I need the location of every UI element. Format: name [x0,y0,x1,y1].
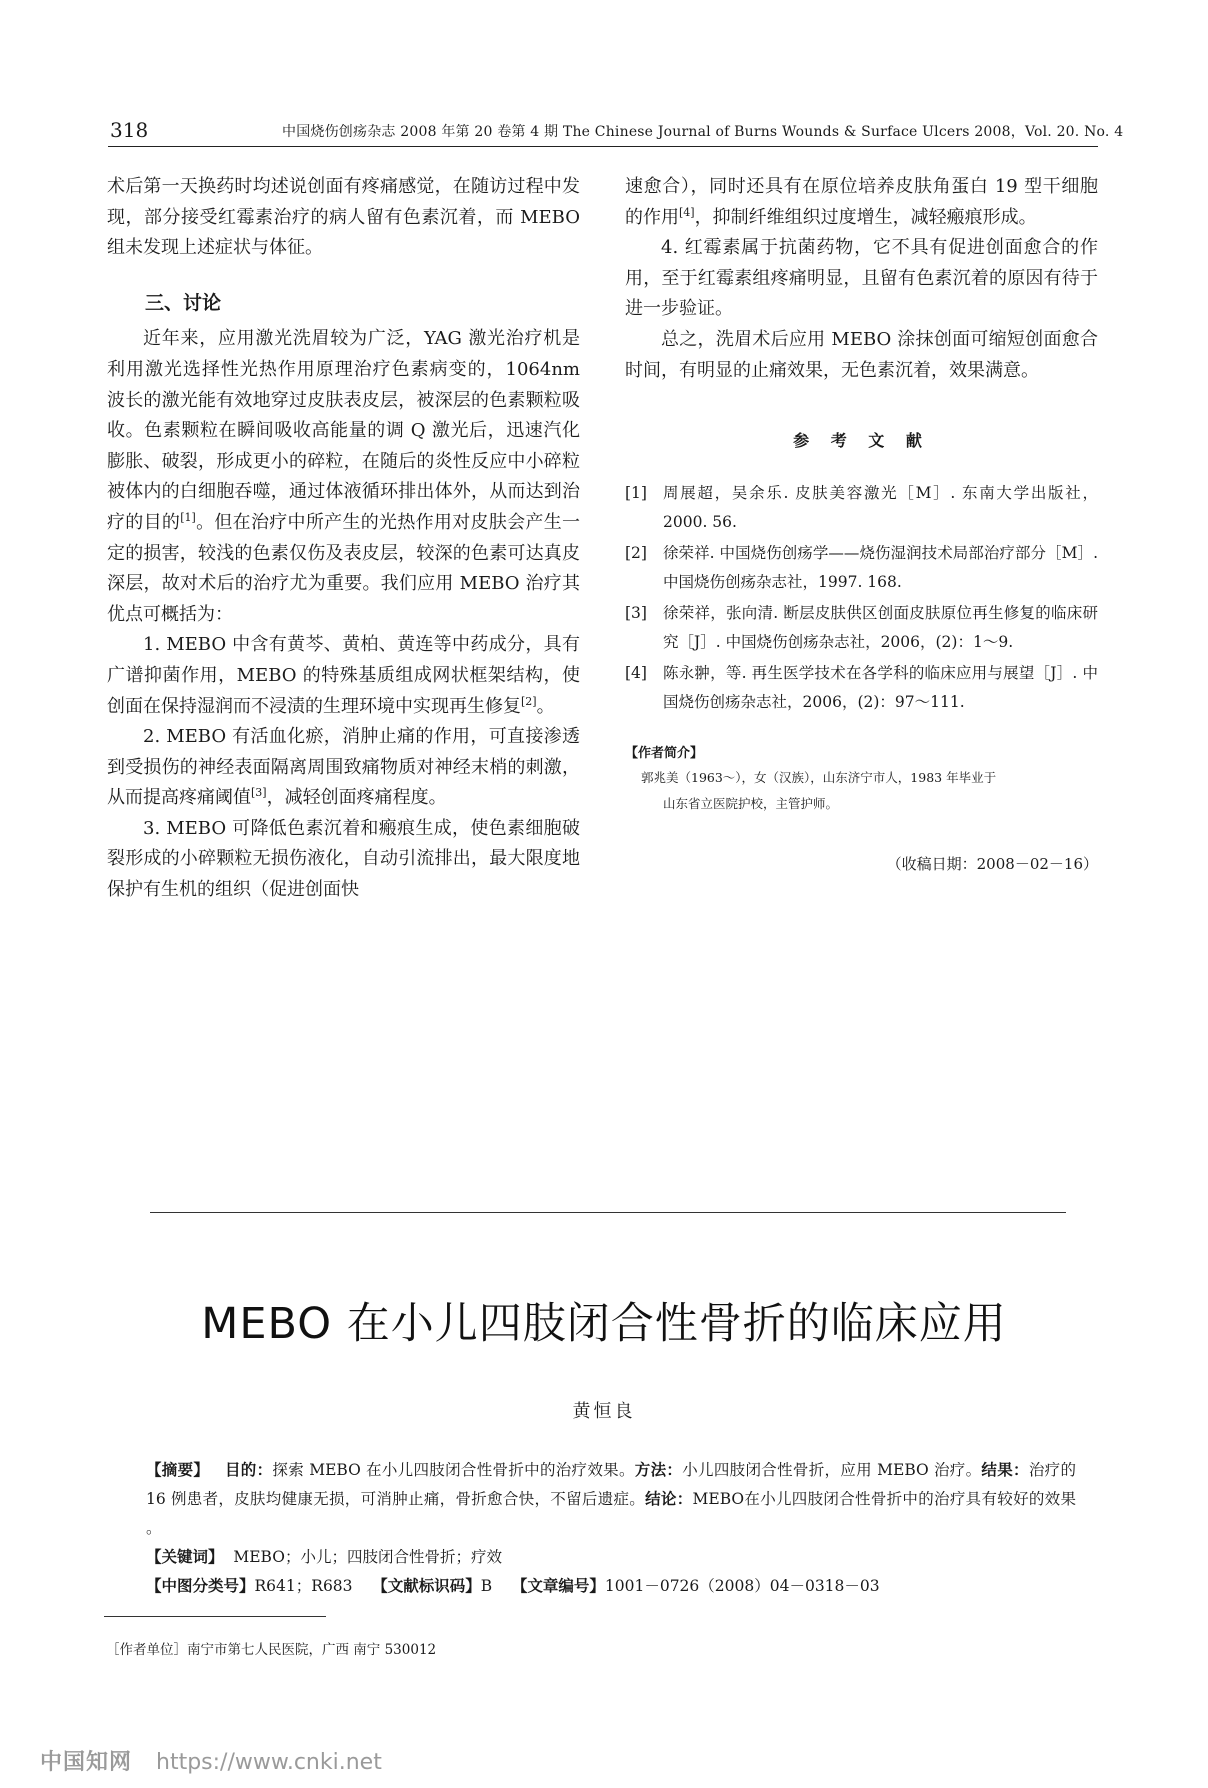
cnki-watermark [40,1745,382,1776]
right-paragraph-1b: ，抑制纤维组织过度增生，减轻瘢痕形成。 [694,206,1037,228]
clc-label: 【中图分类号】 [146,1577,255,1595]
left-paragraph-2 [107,324,580,630]
reference-item [625,539,1098,597]
reference-item [625,479,1098,537]
author-bio-label: 【作者简介】 [625,745,704,761]
result-text: 治疗的 16 例患者，皮肤均健康无损，可消肿止痛，骨折愈合快，不留后遗症。 [146,1461,1076,1508]
reference-item [625,599,1098,657]
left-paragraph-3b: 。 [536,695,555,717]
page-number: 318 [110,118,149,142]
article-separator [150,1212,1066,1213]
doc-code-label: 【文献标识码】 [372,1577,481,1595]
reference-item [625,659,1098,717]
conclusion-label: 结论： [645,1490,693,1508]
reference-number: [2] [625,543,647,562]
article-number-label: 【文章编号】 [511,1577,605,1595]
affiliation-text: 南宁市第七人民医院，广西 南宁 530012 [187,1642,437,1658]
reference-text: 周展超，吴余乐. 皮肤美容激光［M］. 东南大学出版社，2000. 56. [663,483,1098,531]
left-paragraph-3 [107,630,580,722]
citation-4: [4] [679,205,695,219]
left-paragraph-4b: ，减轻创面疼痛程度。 [266,787,447,809]
left-paragraph-5: 3. MEBO 可降低色素沉着和瘢痕生成，使色素细胞破裂形成的小碎颗粒无损伤液化，自动引流排出，最大限度地保护有生机的组织（促进创面快 [107,817,580,901]
footnote-rule [104,1616,326,1617]
citation-3: [3] [251,786,267,800]
author-bio-line-1: 郭兆美（1963～），女（汉族），山东济宁市人，1983 年毕业于 [641,769,997,785]
reference-number: [1] [625,483,647,502]
reference-number: [3] [625,603,647,622]
reference-text: 徐荣祥，张向清. 断层皮肤供区创面皮肤原位再生修复的临床研究［J］. 中国烧伤创疡杂志社，2006，(2)：1～9. [663,603,1098,651]
references-title: 参 考 文 献 [793,431,930,451]
section-heading-discussion: 三、讨论 [145,291,222,314]
reference-text: 徐荣祥. 中国烧伤创疡学——烧伤湿润技术局部治疗部分［M］. 中国烧伤创疡杂志社，1997. 168. [663,543,1098,591]
reference-text: 陈永翀，等. 再生医学技术在各学科的临床应用与展望［J］. 中国烧伤创疡杂志社，2006，(2)：97～111. [663,663,1098,711]
keywords-line [146,1543,1076,1572]
received-date: （收稿日期：2008－02－16） [886,854,1098,873]
doc-code-value: B [480,1577,493,1595]
abstract-label: 【摘要】 [146,1461,210,1479]
keywords-label: 【关键词】 [146,1548,224,1566]
abstract [146,1456,1076,1543]
citation-2: [2] [521,694,537,708]
right-paragraph-1 [625,172,1098,233]
left-column [107,172,580,906]
left-paragraph-4a: 2. MEBO 有活血化瘀，消肿止痛的作用，可直接渗透到受损伤的神经表面隔离周围致痛物质对神经末梢的刺激，从而提高疼痛阈值 [107,726,580,809]
header-rule [108,146,1098,147]
keywords-text: MEBO；小儿；四肢闭合性骨折；疗效 [233,1548,502,1566]
left-paragraph-2b: 。但在治疗中所产生的光热作用对皮肤会产生一定的损害，较浅的色素仅伤及表皮层，较深的色素可达真皮深层，故对术后的治疗尤为重要。我们应用 MEBO 治疗其优点可概括为： [107,511,581,625]
classification-line [146,1572,1076,1601]
left-paragraph-4 [107,722,580,814]
running-head: 中国烧伤创疡杂志 2008 年第 20 卷第 4 期 The Chinese Journal of Burns Wounds & Surface Ulcers 2008，Vol. 20. No. 4 [282,124,1124,140]
author-bio [625,765,1098,817]
right-column [625,172,1098,879]
method-label: 方法： [634,1461,683,1479]
left-paragraph-1: 术后第一天换药时均述说创面有疼痛感觉，在随访过程中发现，部分接受红霉素治疗的病人留有色素沉着，而 MEBO 组未发现上述症状与体征。 [107,176,580,259]
author-affiliation [106,1638,436,1658]
affiliation-label: ［作者单位］ [106,1642,187,1658]
article-number-value: 1001－0726（2008）04－0318－03 [604,1577,880,1595]
citation-1: [1] [180,510,196,524]
objective-text: 探索 MEBO 在小儿四肢闭合性骨折中的治疗效果。 [272,1461,635,1479]
conclusion-text: MEBO在小儿四肢闭合性骨折中的治疗具有较好的效果 。 [146,1490,1076,1537]
objective-label: 目的： [224,1461,273,1479]
author-bio-line-2: 山东省立医院护校，主管护师。 [663,795,839,811]
left-paragraph-2a: 近年来，应用激光洗眉较为广泛，YAG 激光治疗机是利用激光选择性光热作用原理治疗色素病变的，1064nm 波长的激光能有效地穿过皮肤表皮层，被深层的色素颗粒吸收。色素颗粒在瞬间吸收高能量的调 Q 激光后，迅速汽化膨胀、破裂，形成更小的碎粒，在随后的炎性反应中小碎粒被体内的白细胞吞噬，通过体液循环排出体外，从而达到治疗的目的 [107,328,580,533]
right-paragraph-1a: 速愈合），同时还具有在原位培养皮肤角蛋白 19 型干细胞的作用 [625,176,1098,228]
article-title: MEBO 在小儿四肢闭合性骨折的临床应用 [201,1299,1007,1349]
right-paragraph-2: 4. 红霉素属于抗菌药物，它不具有促进创面愈合的作用，至于红霉素组疼痛明显，且留有色素沉着的原因有待于进一步验证。 [625,237,1098,320]
reference-number: [4] [625,663,647,682]
cnki-url: https://www.cnki.net [156,1750,382,1775]
result-label: 结果： [981,1461,1029,1479]
article-author: 黄恒良 [572,1401,636,1422]
abstract-block [146,1456,1076,1601]
left-paragraph-3a: 1. MEBO 中含有黄芩、黄柏、黄连等中药成分，具有广谱抑菌作用，MEBO 的特殊基质组成网状框架结构，使创面在保持湿润而不浸渍的生理环境中实现再生修复 [107,634,580,717]
cnki-logo: 中国知网 [40,1750,133,1775]
method-text: 小儿四肢闭合性骨折，应用 MEBO 治疗。 [682,1461,982,1479]
right-paragraph-3: 总之，洗眉术后应用 MEBO 涂抹创面可缩短创面愈合时间，有明显的止痛效果，无色素沉着，效果满意。 [625,328,1098,381]
clc-value: R641；R683 [254,1577,353,1595]
